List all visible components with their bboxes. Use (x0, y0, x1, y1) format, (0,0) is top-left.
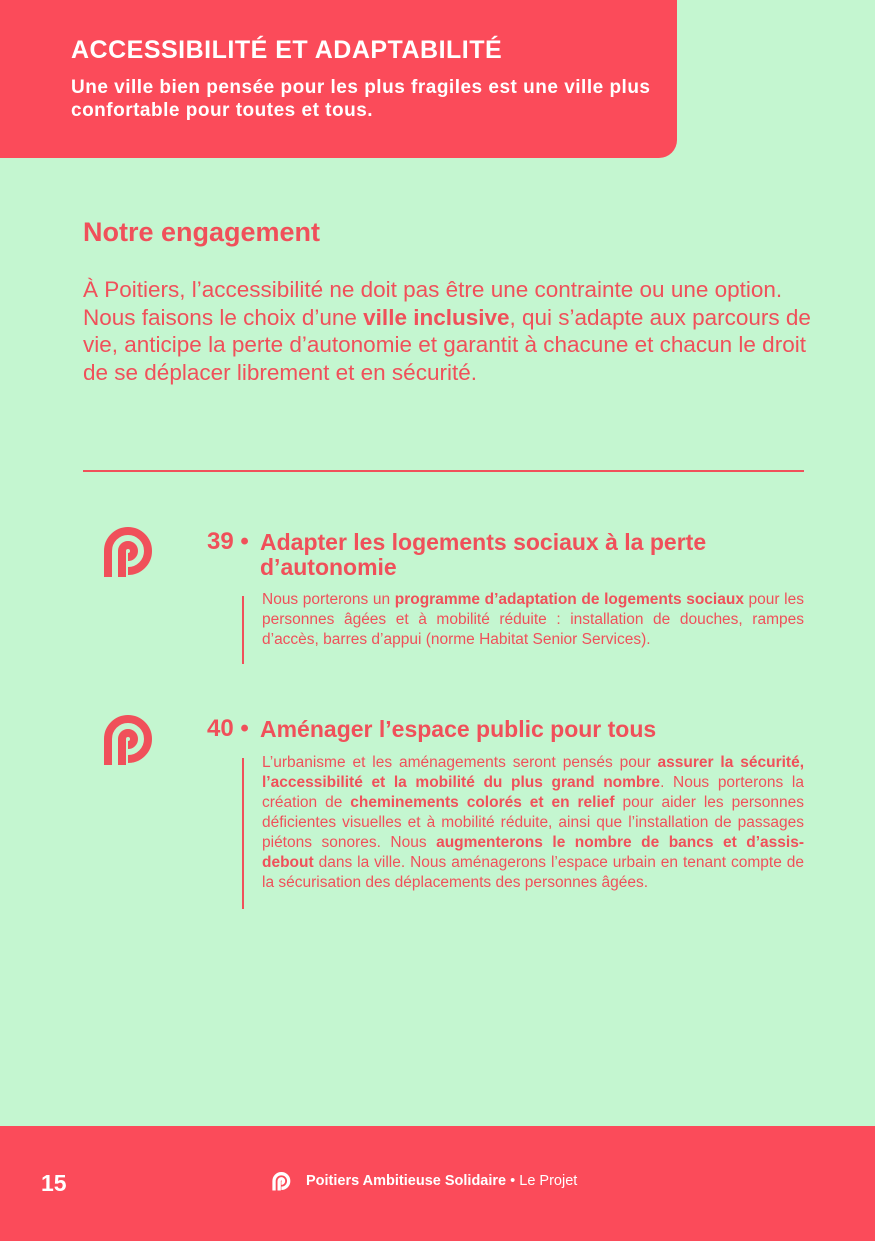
measure-40-bar (242, 758, 244, 909)
page-number: 15 (41, 1170, 67, 1196)
poitiers-logo-icon (93, 709, 161, 769)
poitiers-logo-icon (93, 521, 161, 581)
engagement-title: Notre engagement (83, 217, 321, 247)
section-divider (83, 470, 804, 472)
footer-separator: • (506, 1173, 520, 1189)
footer-brand: Poitiers Ambitieuse Solidaire (306, 1173, 507, 1189)
engagement-text (83, 276, 813, 386)
header-subtitle: Une ville bien pensée pour les plus fragiles est une ville plus confortable pour toutes et tous. (71, 77, 651, 121)
footer-section: Le Projet (519, 1173, 578, 1189)
measure-39-body: Nous porterons un programme d’adaptation de logements sociaux pour les personnes âgées et à mobilité réduite : installation de douches, rampes d’accès, barres d’appui (norme Habitat Senior Services). (262, 591, 804, 648)
engagement-line-1: À Poitiers, l’accessibilité ne doit pas être une contrainte ou une option. (83, 277, 783, 302)
measure-39-bar (242, 596, 244, 664)
header-title: ACCESSIBILITÉ ET ADAPTABILITÉ (71, 36, 503, 64)
engagement-line-2-bold: ville inclusive (363, 304, 510, 330)
measure-40-number: 40 • (207, 715, 249, 742)
footer-text (306, 1173, 577, 1189)
measure-39-number: 39 • (207, 528, 249, 555)
engagement-line-2-start: Nous faisons le choix d’une (83, 304, 364, 330)
footer-logo-icon (268, 1170, 294, 1192)
header-banner (0, 0, 677, 158)
measure-40-body: L’urbanisme et les aménagements seront pensés pour assurer la sécurité, l’accessibilité et la mobilité du plus grand nombre. Nous porterons la création de cheminements colorés et en relief pour aider les personnes déficientes visuelles et à mobilité réduite, ainsi que l’installation de passages piétons sonores. Nous augmenterons le nombre de bancs et d’assis-debout dans la ville. Nous aménagerons l’espace urbain en tenant compte de la sécurisation des déplacements des personnes âgées. (262, 754, 805, 891)
measure-40-title: Aménager l’espace public pour tous (260, 716, 657, 742)
engagement-line-2-end: , qui s’adapte aux parcours de vie, anticipe la perte d’autonomie et garantit à chacune et chacun le droit de se déplacer librement et en sécurité. (83, 304, 811, 385)
measure-39-title: Adapter les logements sociaux à la perte d’autonomie (260, 529, 707, 580)
